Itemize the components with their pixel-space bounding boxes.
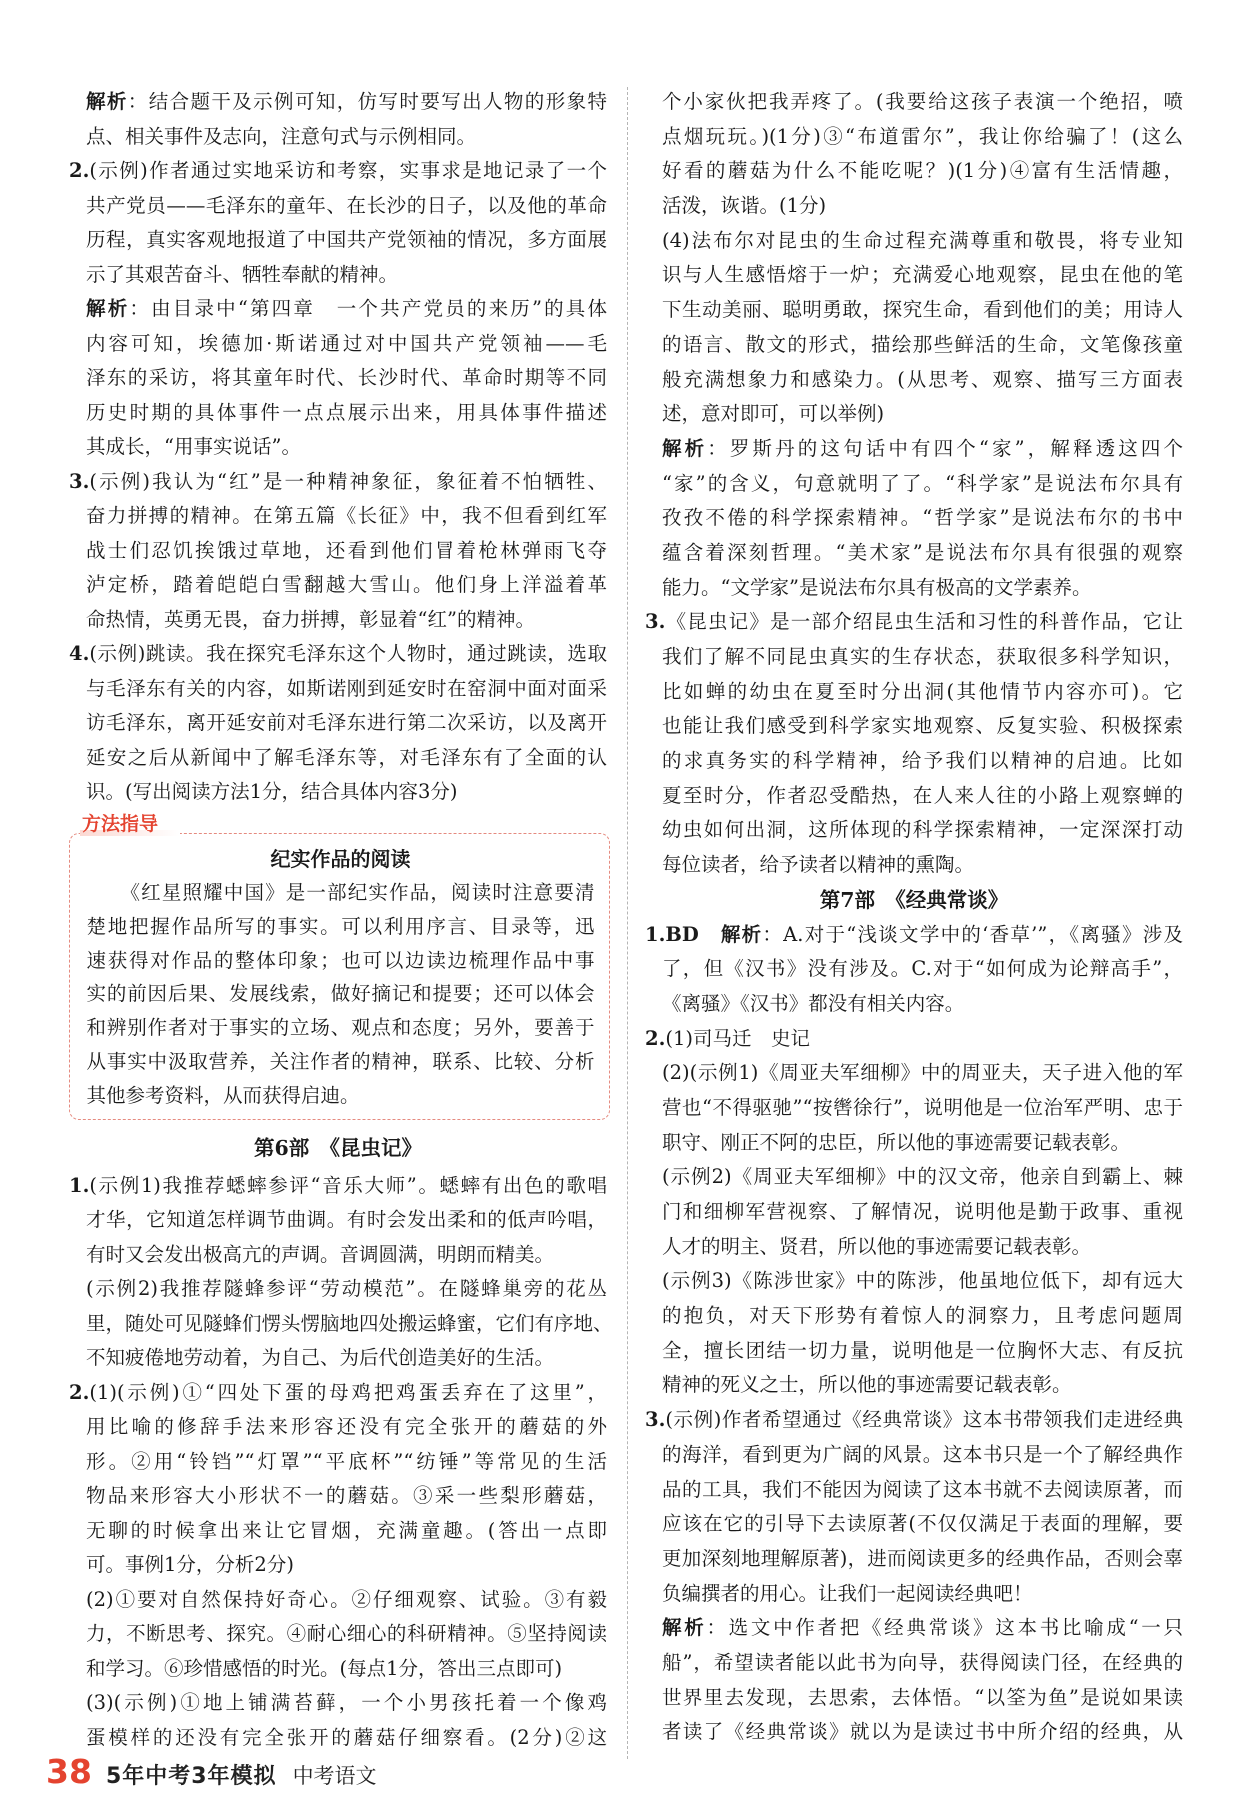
text-line: 《红星照耀中国》是一部纪实作品，阅读时注意要清 <box>120 881 595 904</box>
answer-paragraph <box>69 1272 613 1376</box>
answer-paragraph <box>645 1160 1183 1264</box>
text-line: 的语言、散文的形式，描绘那些鲜活的生命，文笔像孩童 <box>662 332 1183 356</box>
text-line: 示了其艰苦奋斗、牺牲奉献的精神。 <box>86 262 399 286</box>
method-guide-text <box>87 876 595 1113</box>
text-line: 实的前因后果、发展线索，做好摘记和提要；还可以体会 <box>86 982 595 1006</box>
text-line: 无聊的时候拿出来让它冒烟，充满童趣。(答出一点即 <box>86 1518 607 1542</box>
bold-lead: 解析 <box>86 297 130 320</box>
text-line: 了，但《汉书》没有涉及。C.对于“如何成为论辩高手”， <box>662 957 1183 981</box>
text-line: 泸定桥，踏着皑皑白雪翻越大雪山。他们身上洋溢着革 <box>86 573 607 596</box>
answer-paragraph <box>69 465 607 638</box>
text-line: 识与人生感悟熔于一炉；充满爱心地观察，昆虫在他的笔 <box>662 263 1183 287</box>
text-line: 点、相关事件及志向，注意句式与示例相同。 <box>86 124 477 148</box>
text-line: 和学习。⑥珍惜感悟的时光。(每点1分，答出三点即可) <box>86 1656 563 1680</box>
text-line: 从事实中汲取营养，关注作者的精神，联系、比较、分析 <box>86 1049 595 1073</box>
book-series: 5年中考3年模拟 <box>105 1764 277 1789</box>
text-line: 里，随处可见隧蜂们愣头愣脑地四处搬运蜂蜜，它们有序地、 <box>86 1311 613 1335</box>
text-line: 也能让我们感受到科学家实地观察、反复实验、积极探索 <box>662 714 1183 738</box>
answer-section <box>645 918 1183 1751</box>
text-line: 者读了《经典常谈》就以为是读过书中所介绍的经典，从 <box>662 1720 1183 1744</box>
text-line <box>645 918 1183 953</box>
text-line: 战士们忍饥挨饿过草地，还看到他们冒着枪林弹雨飞夺 <box>86 538 607 562</box>
text-line: 才华，它知道怎样调节曲调。有时会发出柔和的低声吟唱， <box>86 1208 607 1232</box>
answer-paragraph <box>69 154 607 292</box>
text-line: 营也“不得驱驰”“按辔徐行”，说明他是一位治军严明、忠于 <box>662 1095 1183 1119</box>
text-run: ：结合题干及示例可知，仿写时要写出人物的形象特 <box>127 90 607 113</box>
text-line <box>69 637 607 672</box>
text-line: 我们了解不同昆虫真实的生存状态，获取很多科学知识， <box>662 645 1183 668</box>
text-line: 个小家伙把我弄疼了。(我要给这孩子表演一个绝招，喷 <box>662 90 1183 113</box>
bold-lead: 2. <box>69 159 90 182</box>
text-line: 孜孜不倦的科学探索精神。“哲学家”是说法布尔的书中 <box>662 506 1183 530</box>
text-line: 速获得对作品的整体印象；也可以边读边梳理作品中事 <box>86 948 595 972</box>
text-run: ：罗斯丹的这句话中有四个“家”，解释透这四个 <box>707 436 1183 460</box>
bold-lead: 4. <box>69 642 90 665</box>
text-line: 力，不断思考、探究。④耐心细心的科研精神。⑤坚持阅读 <box>86 1622 607 1646</box>
text-line: 能力。“文学家”是说法布尔具有极高的文学素养。 <box>662 575 1092 599</box>
section-heading: 第6部 《昆虫记》 <box>253 1135 422 1160</box>
text-run: (示例)我认为“红”是一种精神象征，象征着不怕牺牲、 <box>89 469 607 493</box>
text-line: 应该在它的引导下去读原著(不仅仅满足于表面的理解，要 <box>662 1512 1183 1536</box>
text-line: 与毛泽东有关的内容，如斯诺刚到延安时在窑洞中面对面采 <box>86 676 607 700</box>
answer-paragraph <box>645 1264 1183 1403</box>
text-line: 船”，希望读者能以此书为向导，获得阅读门径，在经典的 <box>662 1650 1183 1674</box>
text-line: 下生动美丽、聪明勇敢，探究生命，看到他们的美；用诗人 <box>662 298 1183 322</box>
answer-paragraph <box>69 1686 607 1755</box>
text-line: 访毛泽东，离开延安前对毛泽东进行第二次采访，以及离开 <box>86 711 607 734</box>
text-run: ：A.对于“浅谈文学中的‘香草’”，《离骚》涉及 <box>762 922 1183 946</box>
text-line: 内容可知，埃德加·斯诺通过对中国共产党领袖——毛 <box>86 331 607 355</box>
answer-paragraph <box>69 1583 607 1687</box>
text-line: 其成长，“用事实说话”。 <box>86 435 301 458</box>
text-run: (示例1)我推荐蟋蟀参评“音乐大师”。蟋蟀有出色的歌唱 <box>89 1173 607 1197</box>
text-line <box>69 1169 607 1204</box>
text-line: 可。事例1分，分析2分) <box>86 1553 294 1577</box>
text-line <box>69 154 607 189</box>
text-line: (示例2)《周亚夫军细柳》中的汉文帝，他亲自到霸上、棘 <box>662 1165 1183 1189</box>
text-line: 好看的蘑菇为什么不能吃呢？)(1分)④富有生活情趣， <box>662 159 1183 183</box>
answer-paragraph <box>645 224 1183 432</box>
answer-paragraph <box>69 292 607 465</box>
text-line: 用比喻的修辞手法来形容还没有完全张开的蘑菇的外 <box>86 1415 607 1439</box>
bold-lead: 解析 <box>662 436 708 460</box>
bold-lead: 2. <box>69 1380 90 1404</box>
answer-paragraph <box>645 1056 1183 1160</box>
text-line: “家”的含义，句意就明了了。“科学家”是说法布尔具有 <box>662 471 1183 495</box>
text-line: 门和细柳军营视察、了解情况，说明他是勤于政事、重视 <box>662 1200 1183 1223</box>
bold-lead: 2. <box>645 1026 666 1050</box>
text-line <box>69 465 607 500</box>
page-footer <box>46 1752 377 1790</box>
text-run: (1)(示例)①“四处下蛋的母鸡把鸡蛋丢弃在了这里”， <box>89 1380 607 1404</box>
text-line: 般充满想象力和感染力。(从思考、观察、描写三方面表 <box>662 367 1183 391</box>
text-line: 形。②用“铃铛”“灯罩”“平底杯”“纺锤”等常见的生活 <box>86 1449 607 1473</box>
text-line: 精神的死义之士，所以他的事迹需要记载表彰。 <box>662 1373 1072 1397</box>
text-line <box>645 1022 1183 1057</box>
text-line: 奋力拼搏的精神。在第五篇《长征》中，我不但看到红军 <box>86 504 607 527</box>
text-line <box>645 1403 1183 1438</box>
text-line: 蕴含着深刻哲理。“美术家”是说法布尔具有很强的观察 <box>662 540 1183 564</box>
answer-section <box>645 85 1183 883</box>
text-line: 历史时期的具体事件一点点展示出来，用具体事件描述 <box>86 400 607 424</box>
answer-section <box>69 1169 613 1756</box>
text-run: (1)司马迁 史记 <box>665 1026 810 1050</box>
bold-lead: 3. <box>645 1408 666 1432</box>
text-line: 不知疲倦地劳动着，为自己、为后代创造美好的生活。 <box>86 1346 555 1370</box>
answer-paragraph <box>645 432 1183 605</box>
bold-lead: 3. <box>645 610 666 634</box>
method-guide-box <box>69 813 610 1120</box>
text-line: 其他参考资料，从而获得启迪。 <box>86 1083 360 1107</box>
answer-paragraph <box>69 1376 607 1583</box>
text-line: 品的工具，我们不能因为阅读了这本书就不去阅读原著，而 <box>662 1477 1183 1501</box>
answer-paragraph <box>69 637 607 810</box>
text-line: 泽东的采访，将其童年时代、长沙时代、革命时期等不同 <box>86 366 607 389</box>
text-run: 《昆虫记》是一部介绍昆虫生活和习性的科普作品，它让 <box>665 610 1183 634</box>
text-line: 的海洋，看到更为广阔的风景。这本书只是一个了解经典作 <box>662 1442 1183 1466</box>
answer-paragraph <box>645 1403 1183 1611</box>
text-line: 每位读者，给予读者以精神的熏陶。 <box>662 853 975 877</box>
answer-paragraph <box>69 1169 607 1273</box>
text-line: 有时又会发出极高亢的声调。音调圆满，明朗而精美。 <box>86 1242 555 1266</box>
text-run <box>699 923 721 946</box>
text-line: 历程，真实客观地报道了中国共产党领袖的情况，多方面展 <box>86 228 607 251</box>
text-line: 活泼，诙谐。(1分) <box>662 194 827 218</box>
bold-lead: 1. <box>69 1173 90 1197</box>
method-guide-label: 方法指导 <box>80 812 180 836</box>
text-line: 共产党员——毛泽东的童年、在长沙的日子，以及他的革命 <box>86 193 607 217</box>
text-line: 楚地把握作品所写的事实。可以利用序言、目录等，迅 <box>86 914 595 938</box>
section-heading: 第7部 《经典常谈》 <box>819 887 1009 912</box>
answer-paragraph <box>69 85 607 154</box>
text-line: 世界里去发现，去思索，去体悟。“以筌为鱼”是说如果读 <box>662 1685 1183 1709</box>
text-run: (示例)作者希望通过《经典常谈》这本书带领我们走进经典 <box>665 1408 1183 1432</box>
text-line <box>69 1376 607 1411</box>
text-line: 识。(写出阅读方法1分，结合具体内容3分) <box>86 780 458 803</box>
page-number: 38 <box>46 1752 92 1791</box>
text-line: 的求真务实的科学精神，给予我们以精神的启迪。比如 <box>662 749 1183 773</box>
method-guide-title: 纪实作品的阅读 <box>270 847 411 871</box>
answer-paragraph <box>645 1022 1183 1057</box>
answer-section <box>69 85 607 810</box>
answer-paragraph <box>645 85 1183 224</box>
text-line: 职守、刚正不阿的忠臣，所以他的事迹需要记载表彰。 <box>662 1130 1131 1154</box>
text-line <box>69 292 607 327</box>
answer-paragraph <box>645 605 1183 883</box>
text-line: 夏至时分，作者忍受酷热，在人来人往的小路上观察蝉的 <box>662 783 1183 807</box>
bold-lead: 解析 <box>86 90 128 113</box>
answer-paragraph <box>645 1611 1183 1750</box>
text-line: (4)法布尔对昆虫的生命过程充满尊重和敬畏，将专业知 <box>662 228 1183 252</box>
text-line: (示例3)《陈涉世家》中的陈涉，他虽地位低下，却有远大 <box>662 1269 1183 1293</box>
book-subject: 中考语文 <box>292 1764 377 1788</box>
text-line: (3)(示例)①地上铺满苔藓，一个小男孩托着一个像鸡 <box>86 1691 607 1715</box>
text-line: 的抱负，对天下形势有着惊人的洞察力，且考虑问题周 <box>662 1304 1183 1328</box>
text-run: (示例)作者通过实地采访和考察，实事求是地记录了一个 <box>89 159 607 182</box>
right-column <box>645 85 1183 1750</box>
text-line <box>645 432 1183 467</box>
text-line: (2)(示例1)《周亚夫军细柳》中的周亚夫，天子进入他的军 <box>662 1061 1183 1085</box>
text-line: 蛋模样的还没有完全张开的蘑菇仔细察看。(2分)②这 <box>86 1725 607 1749</box>
text-line: (示例2)我推荐隧蜂参评“劳动模范”。在隧蜂巢旁的花丛 <box>86 1277 607 1301</box>
text-line: 人才的明主、贤君，所以他的事迹需要记载表彰。 <box>662 1234 1092 1258</box>
text-line: (2)①要对自然保持好奇心。②仔细观察、试验。③有毅 <box>86 1587 607 1611</box>
text-line: 负编撰者的用心。让我们一起阅读经典吧！ <box>662 1581 1033 1605</box>
text-line: 命热情，英勇无畏，奋力拼搏，彰显着“红”的精神。 <box>86 607 535 631</box>
answer-paragraph <box>645 918 1183 1022</box>
bold-lead: 解析 <box>662 1616 707 1640</box>
text-run: (示例)跳读。我在探究毛泽东这个人物时，通过跳读，选取 <box>89 642 607 665</box>
text-line <box>645 605 1183 640</box>
column-divider <box>627 87 628 1759</box>
text-line: 述，意对即可，可以举例) <box>662 402 885 426</box>
text-run: ：选文中作者把《经典常谈》这本书比喻成“一只 <box>706 1616 1183 1640</box>
text-run: ：由目录中“第四章 一个共产党员的来历”的具体 <box>129 297 607 320</box>
text-line: 幼虫如何出洞，这所体现的科学探索精神，一定深深打动 <box>662 818 1183 842</box>
text-line: 更加深刻地理解原著)，进而阅读更多的经典作品，否则会辜 <box>662 1546 1183 1570</box>
text-line: 物品来形容大小形状不一的蘑菇。③采一些梨形蘑菇， <box>86 1484 607 1508</box>
text-line: 《离骚》《汉书》都没有相关内容。 <box>662 991 965 1015</box>
bold-lead: 解析 <box>720 922 763 946</box>
text-line <box>69 85 607 120</box>
text-line: 和辨别作者对于事实的立场、观点和态度；另外，要善于 <box>86 1016 595 1040</box>
text-line <box>645 1611 1183 1646</box>
bold-lead: 1.BD <box>645 922 699 946</box>
text-line: 延安之后从新闻中了解毛泽东等，对毛泽东有了全面的认 <box>86 745 607 769</box>
bold-lead: 3. <box>69 469 90 493</box>
text-line: 点烟玩玩。)(1分)③“布道雷尔”，我让你给骗了！(这么 <box>662 124 1183 148</box>
left-column <box>69 85 613 1755</box>
text-line: 全，擅长团结一切力量，说明他是一位胸怀大志、有反抗 <box>662 1338 1183 1362</box>
text-line: 比如蝉的幼虫在夏至时分出洞(其他情节内容亦可)。它 <box>662 679 1183 703</box>
